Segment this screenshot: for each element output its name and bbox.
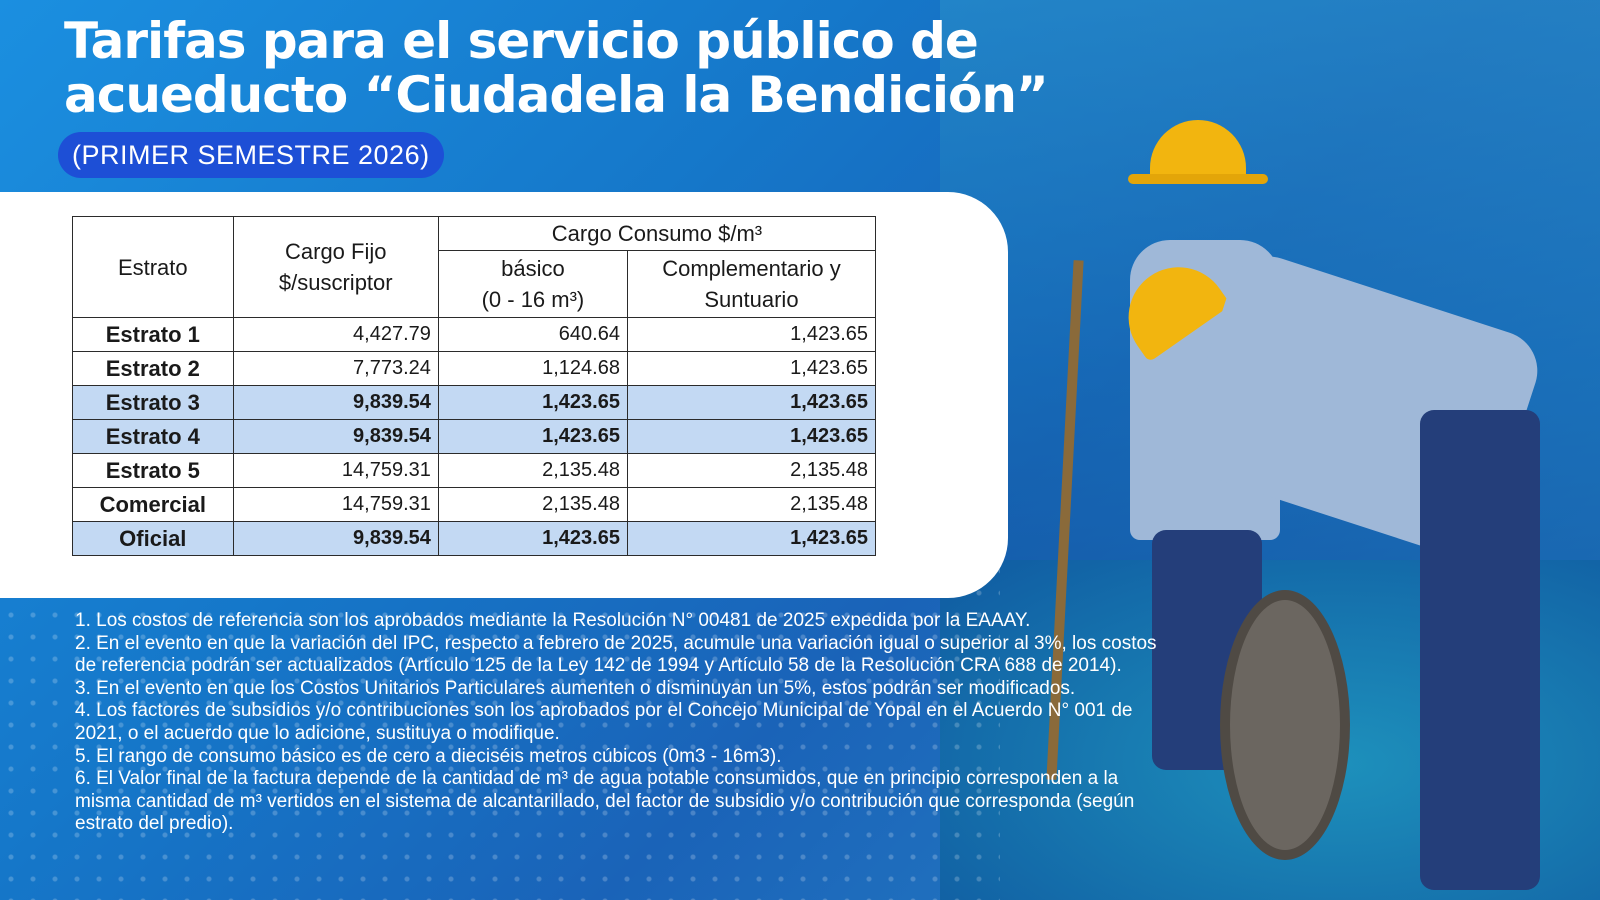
table-row — [73, 352, 876, 386]
tariff-table — [72, 216, 876, 556]
header-complementario-line1: Complementario y — [662, 256, 841, 281]
row-complementario: 2,135.48 — [627, 488, 875, 522]
manhole-cover-icon — [1220, 590, 1350, 860]
header-basico-line1: básico — [501, 256, 565, 281]
worker-jeans — [1420, 410, 1540, 890]
row-estrato: Estrato 3 — [73, 386, 234, 420]
table-row — [73, 318, 876, 352]
footnote-5: 5. El rango de consumo básico es de cero a dieciséis metros cúbicos (0m3 - 16m3). — [75, 745, 782, 767]
row-cargo-fijo: 7,773.24 — [233, 352, 438, 386]
worker-bending-illustration — [1110, 250, 1580, 900]
row-estrato: Estrato 2 — [73, 352, 234, 386]
row-estrato: Estrato 5 — [73, 454, 234, 488]
header-cargo-fijo — [233, 217, 438, 318]
row-cargo-fijo: 4,427.79 — [233, 318, 438, 352]
page-title: Tarifas para el servicio público de acueducto “Ciudadela la Bendición” — [64, 12, 1048, 124]
helmet-brim — [1128, 174, 1268, 184]
table-row — [73, 454, 876, 488]
header-cargo-fijo-line2: $/suscriptor — [278, 270, 393, 295]
row-basico: 2,135.48 — [438, 488, 627, 522]
footnote-1: 1. Los costos de referencia son los aprobados mediante la Resolución N° 00481 de 2025 expedida por la EAAAY. — [75, 610, 1031, 631]
row-basico: 1,423.65 — [438, 386, 627, 420]
footnote-2: 2. En el evento en que la variación del IPC, respecto a febrero de 2025, acumule una variación igual o superior al 3%, los costos de referencia podrán ser actualizados (Artículo 125 de la Ley 142 de 1994 y Artículo 58 de la Resolución CRA 688 de 2014). — [75, 632, 1157, 677]
footnote-6: 6. El Valor final de la factura depende de la cantidad de m³ de agua potable consumidos, que en principio corresponden a la misma cantidad de m³ vertidos en el sistema de alcantarillado, del factor de subsidio y/o contribución que corresponda (según estrato del predio). — [75, 768, 1135, 835]
row-complementario: 1,423.65 — [627, 318, 875, 352]
row-cargo-fijo: 14,759.31 — [233, 454, 438, 488]
row-complementario: 2,135.48 — [627, 454, 875, 488]
footnotes — [75, 610, 1175, 836]
header-complementario — [627, 251, 875, 318]
header-basico-line2: (0 - 16 m³) — [481, 287, 585, 312]
footnote-3: 3. En el evento en que los Costos Unitarios Particulares aumenten o disminuyan un 5%, estos podrán ser modificados. — [75, 677, 1076, 699]
row-estrato: Estrato 1 — [73, 318, 234, 352]
row-cargo-fijo: 14,759.31 — [233, 488, 438, 522]
header-basico — [438, 251, 627, 318]
row-basico: 1,423.65 — [438, 522, 627, 556]
row-basico: 1,423.65 — [438, 420, 627, 454]
row-cargo-fijo: 9,839.54 — [233, 386, 438, 420]
row-cargo-fijo: 9,839.54 — [233, 420, 438, 454]
row-estrato: Estrato 4 — [73, 420, 234, 454]
row-complementario: 1,423.65 — [627, 386, 875, 420]
header-estrato: Estrato — [73, 217, 234, 318]
table-row-highlighted — [73, 522, 876, 556]
header-complementario-line2: Suntuario — [704, 287, 799, 312]
table-row-highlighted — [73, 420, 876, 454]
row-estrato: Oficial — [73, 522, 234, 556]
row-basico: 1,124.68 — [438, 352, 627, 386]
row-complementario: 1,423.65 — [627, 522, 875, 556]
table-row-highlighted — [73, 386, 876, 420]
footnote-4: 4. Los factores de subsidios y/o contribuciones son los aprobados por el Concejo Municipal de Yopal en el Acuerdo N° 001 de 2021, o el acuerdo que lo adicione, sustituya o modifique. — [75, 700, 1133, 744]
table-row — [73, 488, 876, 522]
helmet-icon — [1150, 120, 1246, 182]
row-complementario: 1,423.65 — [627, 420, 875, 454]
row-estrato: Comercial — [73, 488, 234, 522]
header-cargo-consumo: Cargo Consumo $/m³ — [438, 217, 875, 251]
period-badge: (PRIMER SEMESTRE 2026) — [58, 132, 444, 178]
table-header-row — [73, 217, 876, 251]
header-cargo-fijo-line1: Cargo Fijo — [285, 239, 387, 264]
row-basico: 2,135.48 — [438, 454, 627, 488]
row-complementario: 1,423.65 — [627, 352, 875, 386]
row-cargo-fijo: 9,839.54 — [233, 522, 438, 556]
row-basico: 640.64 — [438, 318, 627, 352]
